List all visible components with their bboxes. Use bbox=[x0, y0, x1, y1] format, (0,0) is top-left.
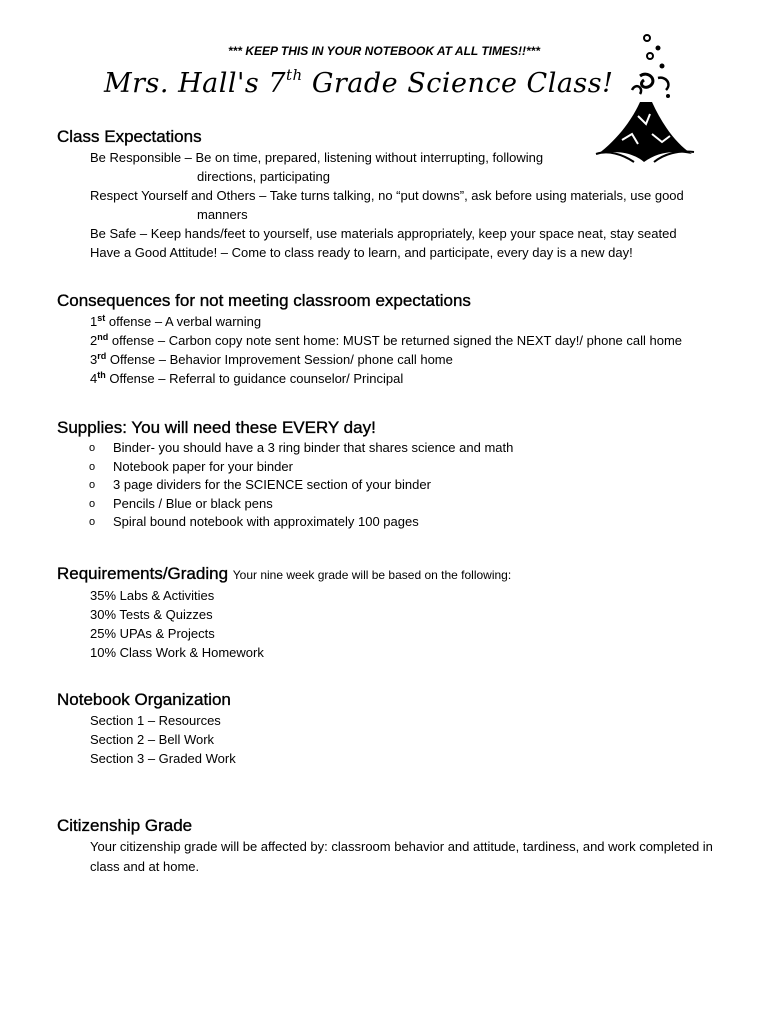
grading-heading bbox=[57, 563, 747, 586]
consequence-number: 1 bbox=[90, 314, 98, 329]
consequence-number: 2 bbox=[90, 333, 98, 348]
grade-weight: 10% Class Work & Homework bbox=[90, 645, 264, 660]
grading-title: Requirements/Grading bbox=[57, 564, 229, 583]
consequences-heading: Consequences for not meeting classroom expectations bbox=[57, 291, 471, 310]
consequence-item bbox=[57, 312, 747, 331]
title-superscript: th bbox=[286, 66, 303, 84]
bullet-icon: o bbox=[89, 442, 96, 454]
list-item bbox=[57, 458, 747, 477]
consequence-item bbox=[57, 350, 747, 369]
citizenship-heading: Citizenship Grade bbox=[57, 816, 193, 835]
title-part-2: Grade Science Class! bbox=[302, 68, 614, 99]
notebook-heading: Notebook Organization bbox=[57, 690, 231, 709]
list-item bbox=[57, 513, 747, 532]
consequence-number: 3 bbox=[90, 352, 98, 367]
expectation-line: Be Safe – Keep hands/feet to yourself, use materials appropriately, keep your space neat, stay seated bbox=[90, 226, 677, 241]
bullet-icon: o bbox=[89, 460, 96, 473]
bullet-icon: o bbox=[89, 479, 96, 492]
citizenship-text: Your citizenship grade will be affected by: classroom behavior and attitude, tardiness, and work completed in class and at home. bbox=[90, 839, 713, 874]
grade-weight: 25% UPAs & Projects bbox=[90, 626, 215, 641]
consequence-text: Offense – Behavior Improvement Session/ phone call home bbox=[106, 352, 453, 367]
supplies-section bbox=[57, 417, 747, 532]
supplies-heading: Supplies: You will need these EVERY day! bbox=[57, 418, 376, 437]
supply-text: Pencils / Blue or black pens bbox=[113, 495, 273, 511]
expectation-line-continued: manners bbox=[197, 207, 248, 222]
expectation-line: Respect Yourself and Others – Take turns talking, no “put downs”, ask before using materials, use good bbox=[90, 188, 684, 203]
grading-section bbox=[57, 563, 747, 662]
expectation-line: Be Responsible – Be on time, prepared, listening without interrupting, following bbox=[90, 150, 544, 165]
bullet-icon: o bbox=[89, 497, 96, 510]
consequence-ordinal: th bbox=[97, 370, 106, 380]
supply-text: Binder- you should have a 3 ring binder that shares science and math bbox=[113, 440, 514, 455]
expectation-line-continued: directions, participating bbox=[197, 169, 330, 184]
list-item bbox=[57, 495, 747, 514]
consequence-item bbox=[57, 369, 747, 388]
expectations-section bbox=[57, 126, 747, 262]
list-item bbox=[57, 476, 747, 495]
notebook-item: Section 2 – Bell Work bbox=[90, 732, 215, 747]
list-item bbox=[57, 439, 747, 458]
page-title bbox=[104, 66, 614, 99]
notebook-section bbox=[57, 689, 747, 768]
expectations-heading: Class Expectations bbox=[57, 127, 202, 146]
supply-text: Spiral bound notebook with approximately 100 pages bbox=[113, 514, 419, 530]
citizenship-section bbox=[57, 815, 747, 877]
grade-weight: 35% Labs & Activities bbox=[90, 588, 215, 603]
grading-note: Your nine week grade will be based on the following: bbox=[232, 568, 512, 582]
consequence-text: offense – A verbal warning bbox=[105, 314, 262, 329]
title-part-1: Mrs. Hall's 7 bbox=[104, 68, 287, 99]
consequence-ordinal: st bbox=[97, 313, 106, 323]
supply-text: Notebook paper for your binder bbox=[113, 458, 293, 474]
consequence-ordinal: rd bbox=[97, 351, 107, 361]
supply-text: 3 page dividers for the SCIENCE section of your binder bbox=[113, 477, 431, 493]
bullet-icon: o bbox=[89, 516, 96, 529]
consequences-section bbox=[57, 290, 747, 388]
notebook-item: Section 3 – Graded Work bbox=[90, 751, 236, 766]
notebook-item: Section 1 – Resources bbox=[90, 713, 221, 728]
supplies-list bbox=[57, 439, 747, 532]
consequence-text: Offense – Referral to guidance counselor/ Principal bbox=[105, 371, 404, 386]
keep-notice: *** KEEP THIS IN YOUR NOTEBOOK AT ALL TIMES!!*** bbox=[227, 44, 541, 58]
consequence-item bbox=[57, 331, 747, 350]
grade-weight: 30% Tests & Quizzes bbox=[90, 607, 213, 622]
consequence-ordinal: nd bbox=[97, 332, 109, 342]
consequence-text: offense – Carbon copy note sent home: MUST be returned signed the NEXT day!/ phone call home bbox=[108, 333, 683, 348]
expectation-line: Have a Good Attitude! – Come to class ready to learn, and participate, every day is a new day! bbox=[90, 245, 633, 260]
consequence-number: 4 bbox=[90, 371, 98, 386]
